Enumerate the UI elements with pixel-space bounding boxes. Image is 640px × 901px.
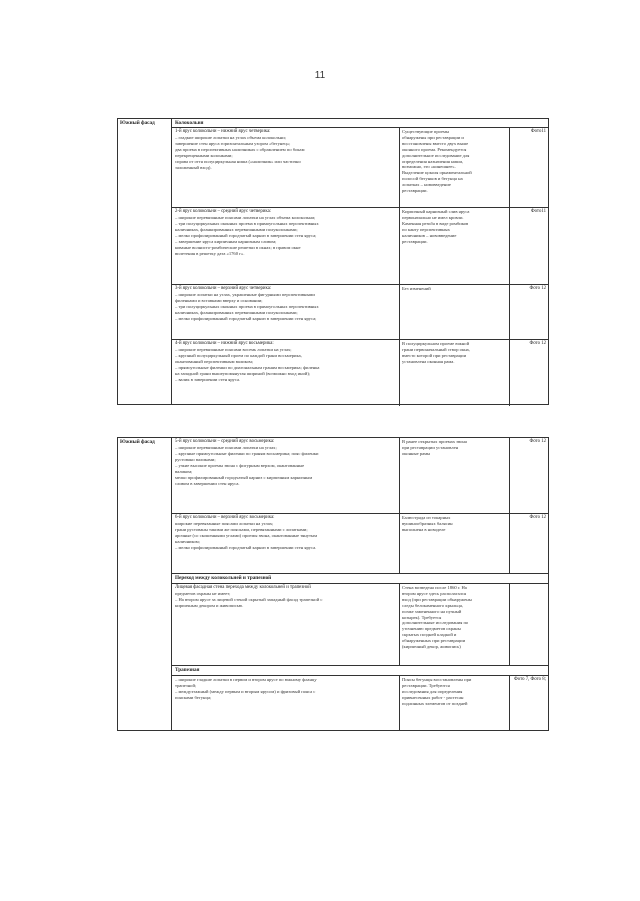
- list-item: завершение стен яруса горизонтальным узором «бегунец»;: [175, 141, 291, 147]
- list-item: два проема в перспективных наличниках с обрамлением по бокам: [175, 147, 305, 153]
- list-item: окантованный перспективным валиком;: [175, 359, 254, 365]
- table-row: [172, 208, 548, 285]
- table-row: [172, 128, 548, 208]
- tier-title: 3-й ярус колокольни – верхний ярус четверика:: [175, 286, 272, 291]
- note-cell: [400, 438, 510, 513]
- tier-title: 4-й ярус колокольни – нижний ярус восьмерика:: [175, 341, 274, 346]
- list-item: – широкие гладкие лопатки в первом и втором ярусе по южному фланцу: [175, 677, 317, 682]
- photo-ref: Фото 12: [529, 515, 546, 520]
- photo-ref: Фото 7, Фото 8;: [513, 677, 546, 682]
- note-line: Балюстрада из токарных: [402, 515, 451, 520]
- photo-ref: Фото 12: [529, 286, 546, 291]
- note-line: оконные рамы: [402, 450, 431, 456]
- note-line: уточнению предметов охраны: [402, 626, 461, 632]
- note-line: скрытых поздней кладкой и: [402, 632, 457, 638]
- description-cell: [172, 285, 400, 339]
- list-item: – крупный полуциркульный проем по каждой грани восьмерика,: [175, 353, 302, 359]
- note-line: исследования для определения: [402, 688, 463, 694]
- list-item: мелко профилированный городчатый карниз с кирпичным карнизным: [175, 474, 313, 480]
- photo-ref: Фото11: [530, 129, 546, 134]
- list-item: кирпичным декором и живописью.: [175, 603, 244, 609]
- note-line: Выделение цоколя орнаментальной: [402, 170, 472, 176]
- note-line: Без изменений: [402, 286, 431, 291]
- list-item: наличниках, фланкированных перевязанными полуколонками;: [175, 309, 298, 315]
- list-item: заложенный вход).: [175, 164, 212, 170]
- list-item: широкие перевязанные поясами лопатки на углах;: [175, 521, 274, 527]
- list-item: – широкие перевязанные поясами лопатки на углах;: [175, 445, 277, 451]
- list-item: наличником;: [175, 538, 200, 544]
- description-cell: [172, 340, 400, 406]
- list-item: кованые волнисто-ромбические решетки в окнах; в правом окне: [175, 244, 301, 250]
- list-item: поясками бегунца;: [175, 694, 212, 700]
- facade-column: [118, 119, 172, 404]
- note-line: определения назначения ниши,: [402, 158, 464, 164]
- list-item: – три полуциркульных оконных проема в прямоугольных перспективных: [175, 221, 319, 227]
- list-item: – гладкие широкие лопатки на углах объема колокольни;: [175, 135, 286, 141]
- list-item: перекрещенными колонками;: [175, 152, 233, 158]
- note-line: наличников – нововведение: [402, 232, 457, 238]
- list-item: арочные (со скошенными углами) проемы звона, окантованные тянутым: [175, 533, 318, 539]
- tier-title: Лицевая фасадная стена перехода между колокольней и трапезной: [175, 585, 311, 590]
- page-number: 11: [314, 70, 326, 81]
- note-line: Кирпичный карнизный слив яруса: [402, 209, 470, 214]
- note-line: восстановлены вместо двух выше: [402, 140, 469, 146]
- list-item: валиком;: [175, 468, 193, 474]
- note-line: вушинообразных балясин: [402, 520, 453, 526]
- description-cell: [172, 128, 400, 207]
- note-line: по канту перспективных: [402, 226, 450, 232]
- description-cell: [172, 676, 400, 730]
- note-line: обнаружены при реставрации и: [402, 134, 464, 140]
- content-column: [172, 438, 548, 730]
- list-item: предметов охраны не имеет;: [175, 591, 231, 597]
- tier-title: 5-й ярус колокольни – средний ярус восьмерика:: [175, 439, 275, 444]
- content-column: [172, 119, 548, 404]
- list-item: филенками и вставками вверху и основании;: [175, 298, 263, 304]
- note-line: В полуциркульном проеме южной: [402, 341, 470, 346]
- note-line: дополнительное исследование для: [402, 152, 470, 158]
- note-line: полосой бегунков и бегунца на: [402, 176, 463, 182]
- photo-ref: Фото 12: [529, 341, 546, 346]
- note-cell: [400, 514, 510, 573]
- list-item: – мелко профилированный городчатый карниз в завершении стен яруса;: [175, 315, 317, 321]
- description-cell: [172, 438, 400, 513]
- note-line: грани первоначальный створ окна,: [402, 346, 470, 352]
- note-line: Стена возведена после 1860 г. На: [402, 585, 467, 590]
- note-cell: [400, 584, 510, 665]
- photo-ref: [510, 584, 548, 665]
- note-line: В ранее открытых проемах звона: [402, 439, 467, 444]
- note-line: реставрации.: [402, 238, 428, 244]
- note-line: привнесенных работ - растесан: [402, 694, 464, 700]
- list-item: – широкие перевязанные поясами восемь лопатки на углах;: [175, 347, 292, 353]
- note-cell: [400, 128, 510, 207]
- list-item: – На втором ярусе за лицевой стеной скрытый западный фасад трапезной с: [175, 597, 323, 603]
- note-line: подлинных элементов от поздней: [402, 700, 468, 706]
- photo-ref: Фото11: [530, 209, 546, 214]
- list-item: справа от оття полуциркульная ниша («наличник» или частично: [175, 158, 301, 164]
- note-line: козырек). Требуется: [402, 614, 442, 620]
- list-item: – валик в завершении стен яруса.: [175, 376, 241, 382]
- description-cell: [172, 514, 400, 573]
- note-line: оконного проема. Рекомендуется: [402, 146, 467, 152]
- note-line: (кирпичный декор, живопись): [402, 644, 461, 650]
- list-item: – узкие высокие проемы звона с фигурным верхом, окантованные: [175, 462, 305, 468]
- note-line: позже замененного на пучный: [402, 608, 462, 614]
- note-line: реставрации. Требуются: [402, 682, 450, 688]
- note-line: Каменная резьба в виде ромбиков: [402, 220, 469, 226]
- list-item: – три полуциркульных оконных проема в прямоугольных перспективных: [175, 304, 319, 310]
- list-item: грани рустованы такими же поясками, перевязанными с лопатками;: [175, 527, 308, 533]
- list-item: трапезной;: [175, 682, 197, 688]
- list-item: рустовано валиками;: [175, 457, 216, 463]
- note-cell: [400, 285, 510, 339]
- list-item: вплетения в решетку дата «1760 г».: [175, 250, 245, 256]
- list-item: – междуэтажный (между первым и вторым ярусом) и фризовый пояса с: [175, 688, 316, 694]
- list-item: – широкие лопатки на углах, украшенные фигурными перспективными: [175, 292, 315, 298]
- note-line: вместо которой при реставрации: [402, 352, 467, 358]
- list-item: – завершение яруса кирпичным карнизным сливом;: [175, 238, 277, 244]
- tier-title: 2-й ярус колокольни – средний ярус четверика:: [175, 209, 272, 214]
- facade-label: Южный фасад: [120, 439, 155, 445]
- facade-label: Южный фасад: [120, 120, 155, 126]
- heritage-table-2: [117, 437, 549, 731]
- photo-ref: Фото 12: [529, 439, 546, 444]
- note-line: при реставрации установлен: [402, 444, 459, 450]
- section-heading-refectory: Трапезная: [172, 666, 548, 676]
- note-line: возможно, это «кинешнее».: [402, 164, 456, 170]
- table-row: [172, 584, 548, 666]
- table-row: [172, 514, 548, 574]
- note-line: Поясы бегунцы восстановлены при: [402, 677, 472, 682]
- note-line: обнаруженных при реставрации: [402, 638, 466, 644]
- table-row: [172, 438, 548, 514]
- description-cell: [172, 584, 400, 665]
- table-row: [172, 676, 548, 730]
- note-line: установлена оконная рама.: [402, 358, 455, 364]
- list-item: – мелко профилированный городчатый карниз в завершении стен яруса.: [175, 544, 317, 550]
- note-line: вход (при реставрации обнаружены: [402, 596, 472, 602]
- section-heading-passage: Переход между колокольней и трапезной: [172, 574, 548, 584]
- note-line: втором ярусе здесь располагался: [402, 590, 467, 596]
- note-cell: [400, 208, 510, 284]
- list-item: сливом в завершении стен яруса.: [175, 480, 240, 486]
- list-item: – широкие перевязанные поясами лопатки на углах объема колокольни;: [175, 215, 316, 221]
- note-line: дополнительные исследования по: [402, 620, 469, 626]
- note-line: выполнена в новоделе: [402, 526, 446, 532]
- note-line: следы белокаменного крыльца,: [402, 602, 464, 608]
- list-item: – крупные прямоугольные филенки по граням восьмерика; пояс филенки: [175, 451, 319, 457]
- section-heading-belfry: Колокольня: [172, 119, 548, 128]
- table-row: [172, 340, 548, 406]
- tier-title: 1-й ярус колокольни – нижний ярус четверика:: [175, 129, 271, 134]
- table-row: [172, 285, 548, 340]
- description-cell: [172, 208, 400, 284]
- note-line: первоначально не имел кровли.: [402, 214, 464, 220]
- note-cell: [400, 340, 510, 406]
- list-item: – прямоугольные филенки по диагональным граням восьмерика; филенка: [175, 364, 320, 370]
- note-line: реставрации.: [402, 188, 428, 194]
- note-line: лопатках – нововведение: [402, 182, 451, 188]
- list-item: на западной грани вышеупомянутая шириной (возможно вход иной);: [175, 370, 311, 376]
- heritage-table-1: [117, 118, 549, 405]
- note-line: Существующие проемы: [402, 129, 450, 134]
- list-item: – мелко профилированный городчатый карниз в завершении стен яруса;: [175, 232, 317, 238]
- note-cell: [400, 676, 510, 730]
- facade-column: [118, 438, 172, 730]
- tier-title: 6-й ярус колокольни – верхний ярус восьмерика:: [175, 515, 275, 520]
- list-item: наличниках, фланкированных перевязанными полуколонками;: [175, 227, 298, 233]
